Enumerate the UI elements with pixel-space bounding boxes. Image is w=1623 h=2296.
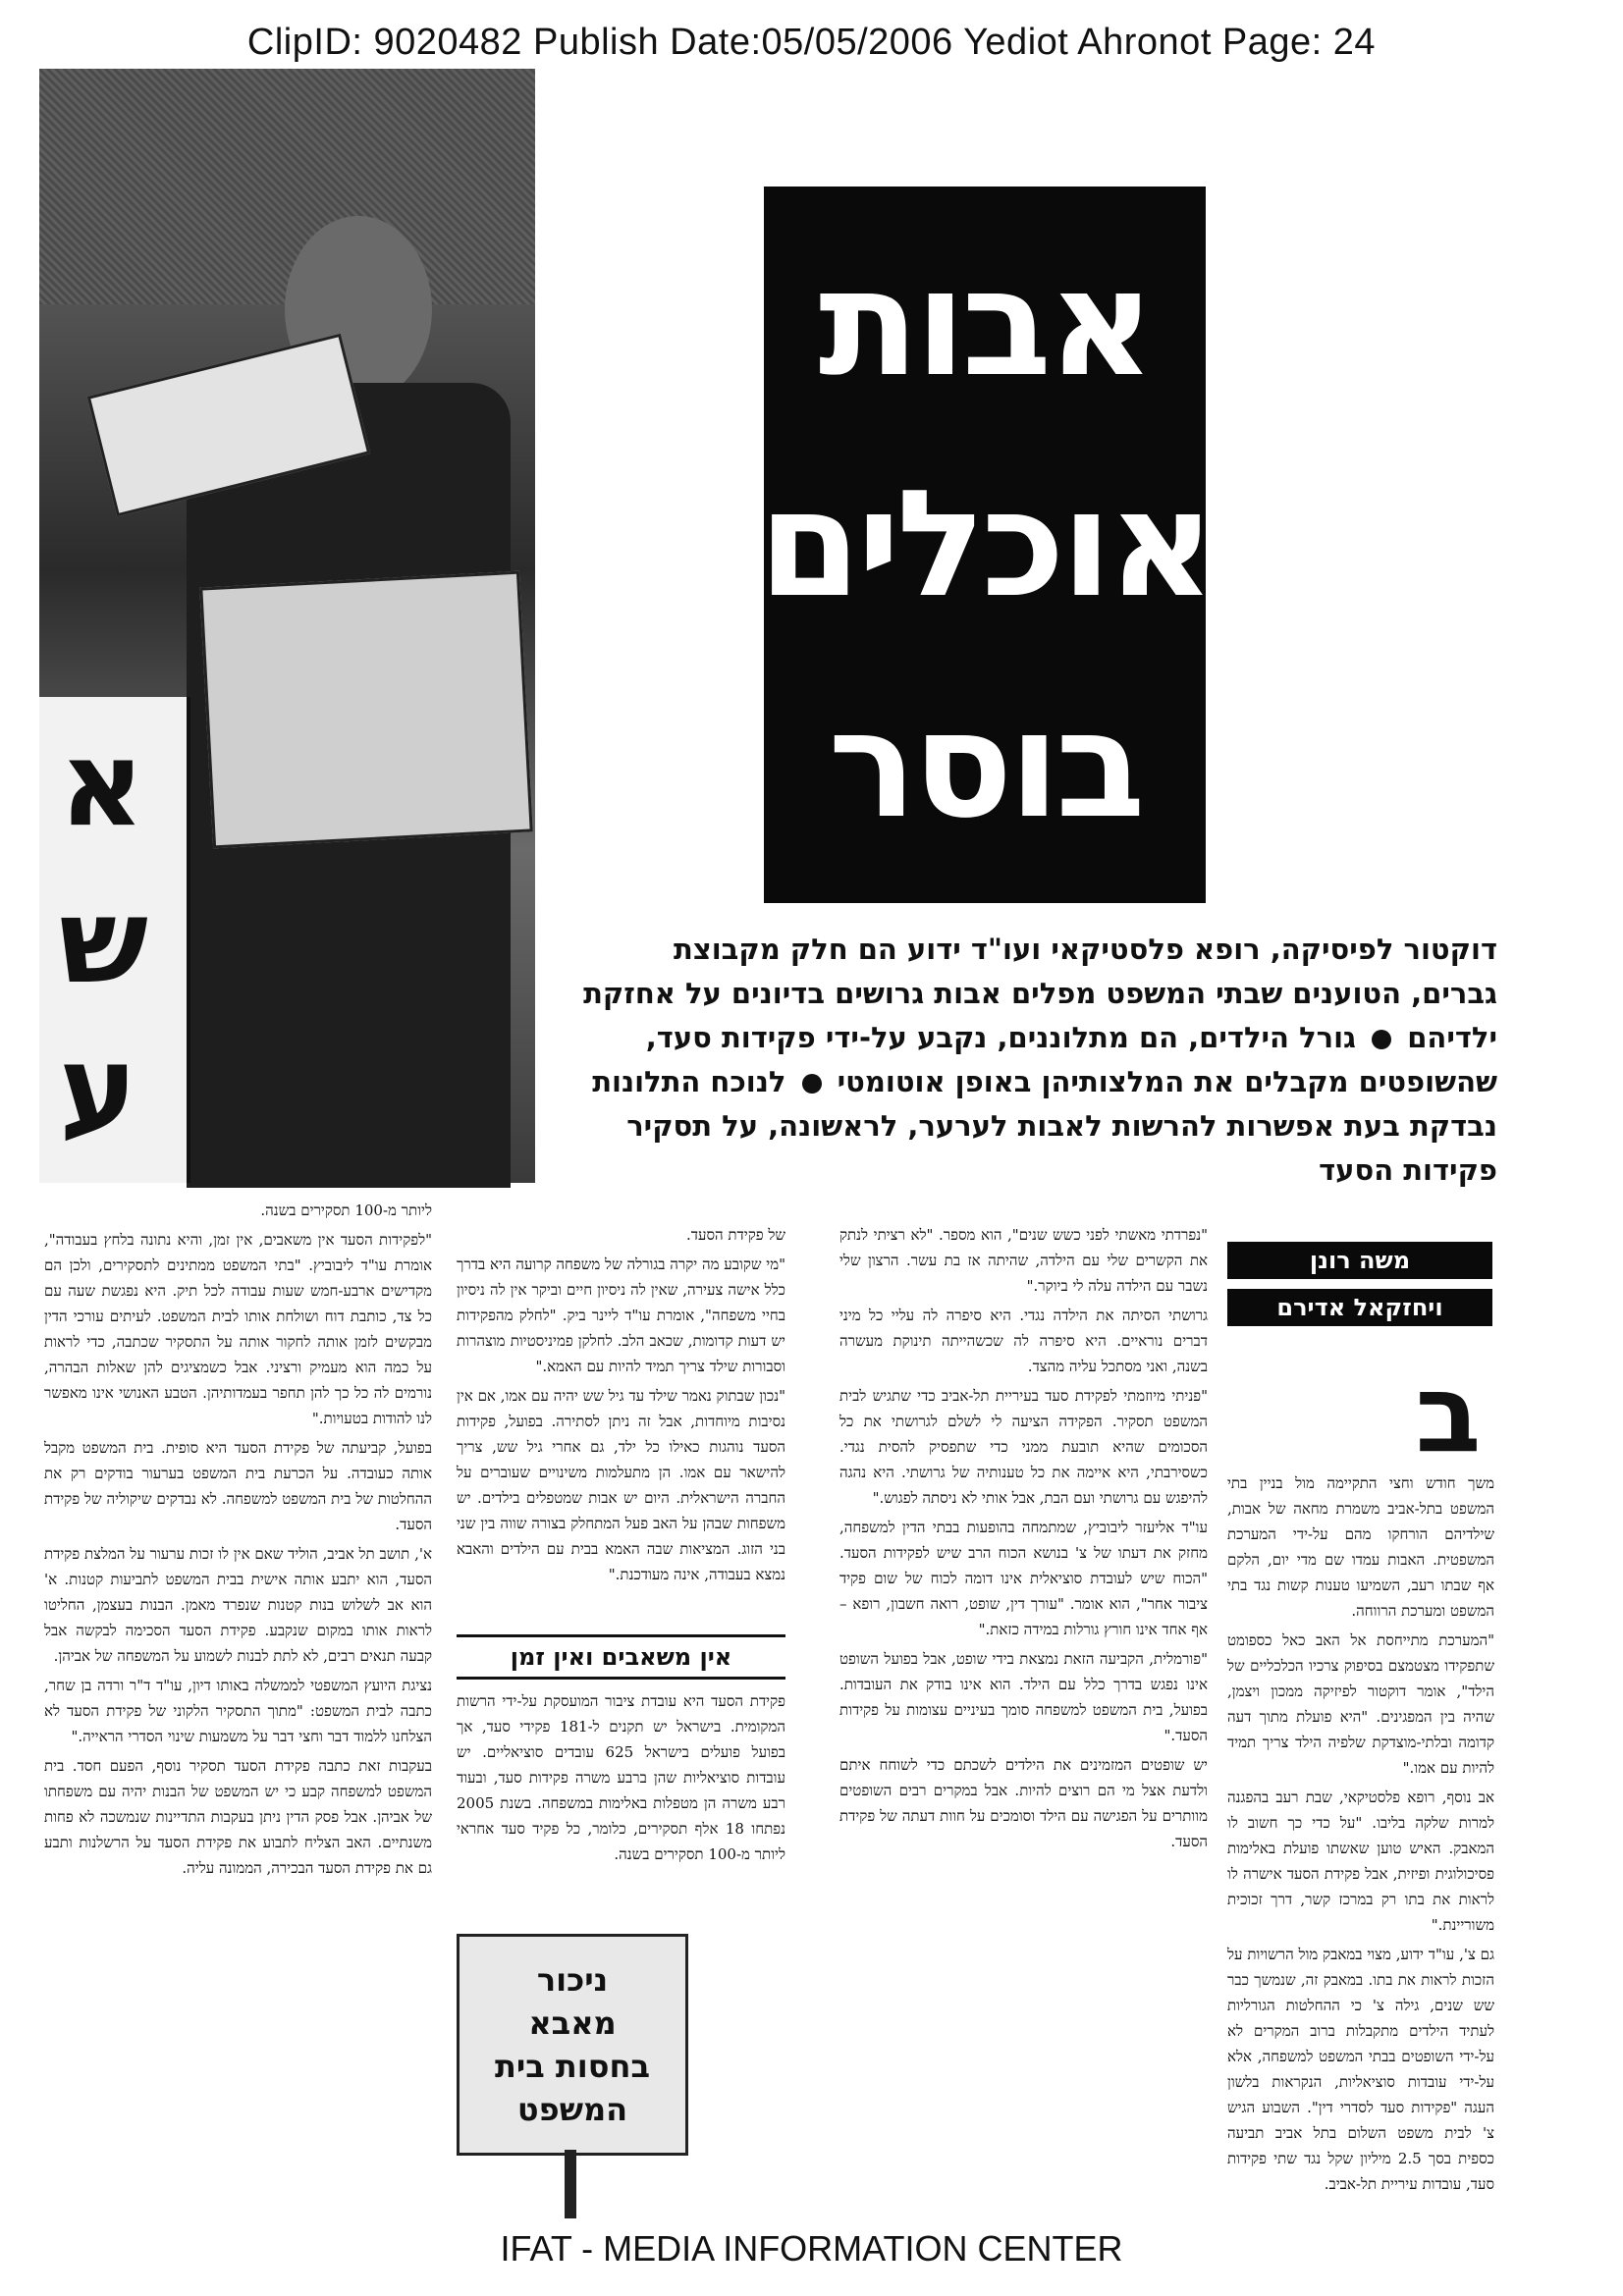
column-2-paragraph: "פניתי מיוזמתי לפקידת סעד בעיריית תל-אביב כדי שתגיש לבית המשפט תסקיר. הפקידה הציעה לי לשלם לגרושתי את כל הסכומים שהיא תובעת ממני כדי שתפסיק להסית נגדי. כשסירבתי, היא איימה את כל טענותיה של גרושתי. היא נהגה להיפגש עם גרושתי ועם הבת, אבל אותי לא ניסתה לפגוש." [839, 1387, 1208, 1507]
byline-author-1: משה רונן [1227, 1242, 1492, 1279]
footer: IFAT - MEDIA INFORMATION CENTER [500, 2228, 1123, 2269]
column-2-paragraph: "פורמלית, הקביעה הזאת נמצאת בידי שופט, אבל בפועל השופט אינו נפגש בדרך כלל עם הילד. הוא אינו בודק את העובדות. בפועל, בית המשפט למשפחה סומך בעיניים עצומות על פקידות הסעד." [839, 1650, 1208, 1744]
column-4-paragraph: ליותר מ-100 תסקירים בשנה. [260, 1201, 432, 1219]
column-1-paragraph: משך חודש וחצי התקיימה מול בניין בתי המשפט בתל-אביב משמרת מחאה של אבות, שילדיהם הורחקו מהם על-ידי המערכת המשפטית. האבות עמדו שם מדי יום, הלקם אף שבתו רעב, השמיעו טענות קשות נגד בתי המשפט ומערכת הרווחה. [1227, 1474, 1494, 1620]
column-3-paragraph: פקידת הסעד היא עובדת ציבור המועסקת על-ידי הרשות המקומית. בישראל יש תקנים ל-181 פקידי סעד, אך בפועל פועלים בישראל 625 עובדים סוציאליים. יש עובדות סוציאליות שהן ברבע משרה פקידות סעד, ובעוד רבע משרה הן מטפלות באלימות במשפחה. בשנת 2005 נפתחו 18 אלף תסקירים, כלומר, כל פקיד סעד אחראי ליותר מ-100 תסקירים בשנה. [457, 1692, 785, 1863]
sign-pole [565, 2150, 576, 2218]
photo-background [39, 69, 535, 304]
photo-side-board [39, 697, 190, 1183]
column-3-paragraph: "נכון שבתוק נאמר שילד עד גיל שש יהיה עם אמו, אם אין נסיבות מיוחדות, אבל זה ניתן לסתירה. בפועל, פקידות הסעד נוהגות כאילו כל ילד, גם אחרי גיל שש, צריך להישאר עם אמו. הן מתעלמות משינויים שעוברים על החברה הישראלית. היום יש אבות שמטפלים בילדים. יש משפחות שבהן על האב פעל המתחלק בצורה שווה בין שני בני הזוג. המציאות שבה האמא בבית עם הילדים והאבא נמצא בעבודה, אינה מעודכנת." [457, 1387, 785, 1583]
article-column-3-top [457, 1222, 785, 1625]
column-4-paragraph: נציגת היועץ המשפטי לממשלה באותו דיון, עו"ד ד"ר ורדה בן שחר, כתבה לבית המשפט: "מתוך התסקיר הלקוני של פקידת הסעד לא הצלחנו ללמוד דבר וחצי דבר על משמעות שינוי הסדרי הראייה." [44, 1677, 432, 1745]
section-subhead: אין משאבים ואין זמן [457, 1634, 785, 1680]
headline-line-3: בוסר [828, 679, 1142, 851]
article-column-3-bottom [457, 1688, 785, 1919]
sign-text-line: בחסות בית [494, 2048, 651, 2085]
column-4-paragraph: בפועל, קביעתה של פקידת הסעד היא סופית. בית המשפט מקבל אותה כעובדה. על הכרעת בית המשפט בערעור בודקים רק את ההחלטות של בית המשפט למשפחה. לא נבדקים שיקוליה של פקידת הסעד. [44, 1439, 432, 1533]
photo-sign-letter: ש [59, 874, 148, 1010]
column-2-paragraph: יש שופטים המזמינים את הילדים לשכתם כדי לשוחח איתם ולדעת אצל מי הם רוצים להיות. אבל במקרים רבים השופטים מוותרים על הפגישה עם הילד וסומכים על חוות דעתה של פקידת הסעד. [839, 1756, 1208, 1850]
drop-cap: ב [1415, 1351, 1482, 1476]
column-1-paragraph: גם צ', עו"ד ידוע, מצוי במאבק מול הרשויות על הזכות לראות את בתו. במאבק זה, שנמשך כבר שש שנים, גילה צ' כי ההחלטות הגורליות לעתיד הילדים מתקבלות ברוב המקרים לא על-ידי השופטים בבתי המשפט למשפחה, אלא על-ידי עובדות סוציאליות, הנקראות בלשון העגה "פקידות סעד לסדרי דין". השבוע הגיש צ' לבית משפט השלום בתל אביב תביעה כספית בסך 2.5 מיליון שקל נגד שתי פקידות סעד, עובדות עיריית תל-אביב. [1227, 1946, 1494, 2193]
protest-photo [39, 69, 535, 1183]
byline-author-2: ויחזקאל אדירם [1227, 1289, 1492, 1326]
article-column-4 [44, 1198, 432, 2145]
protest-sign-photo [457, 1934, 688, 2156]
headline-box [758, 187, 1212, 903]
column-3-paragraph: של פקידת הסעד. [686, 1226, 785, 1244]
headline-line-1: אבות [818, 238, 1152, 409]
column-4-paragraph: בעקבות זאת כתבה פקידת הסעד תסקיר נוסף, הפעם חסד. בית המשפט למשפחה קבע כי יש המשפט של הבנות יהיה עם משפחתו של אביהן. אבל פסק הדין ניתן בעקבות התדיינות שנמשכה לא פחות משנתיים. האב הצליח לתבוע את פקידת הסעד על הרשלנות ותבע גם את פקידת הסעד הבכירה, הממונה עליה. [44, 1757, 432, 1877]
lead-part-3: לנוכח התלונות נבדקת בעת אפשרות להרשות לאבות לערער, לראשונה, על תסקיר פקידות הסעד [592, 1065, 1497, 1187]
photo-sign-large [199, 571, 532, 849]
lead-part-2: גורל הילדים, הם מתלוננים, נקבע על-ידי פקידות סעד, שהשופטים מקבלים את המלצותיהן באופן אוטומטי [645, 1021, 1497, 1098]
lead-paragraph [579, 928, 1497, 1193]
column-4-paragraph: "לפקידות הסעד אין משאבים, אין זמן, והיא נתונה בלחץ בעבודה", אומרת עו"ד ליבוביץ. "בתי המשפט ממתינים לתסקירים, ולכן הם מקדישים ארבע-חמש שעות עבודה לכל תיק. היא נפגשת שעה עם כל צד, כותבת דוח ושולחת אותו לבית המשפט. לעיתים עורכי הדין מבקשים לזמן אותה לחקור אותה על התסקיר שכתבה, כדי לראות על כמה הוא מעמיק ורציני. אבל כשמציגים להן שאלות הבהרה, נורמים לה כל כך להן תחפר בעמדותיהן. הטבע האנושי אינו מאפשר לנו להודות בטעויות." [44, 1231, 432, 1427]
photo-sign-letter: ע [59, 1021, 137, 1157]
article-column-2 [839, 1222, 1208, 2145]
column-1-paragraph: "המערכת מתייחסת אל האב כאל כספומט שתפקידו מצטמצם בסיפוק צרכיו הכלכליים של הילד", אומר דוקטור לפיזיקה ממכון ויצמן, שהיה בין המפגינים. "היא פועלת מתוך דעה קדומה ובלתי-מוצדקת שלפיה הילד צריך תמיד להיות עם אמו." [1227, 1631, 1494, 1777]
sign-text-line: המשפט [516, 2091, 628, 2128]
column-2-paragraph: גרושתי הסיתה את הילדה נגדי. היא סיפרה לה עליי כל מיני דברים נוראיים. היא סיפרה לה שכשהייתה תינוקת מעשרה בשנה, ואני מסתכל עליה מהצד. [839, 1307, 1208, 1375]
bullet-icon [802, 1074, 822, 1094]
column-2-paragraph: עו"ד אליעזר ליבוביץ, שמתמחה בהופעות בבתי הדין למשפחה, מחזק את דעתו של צ' בנושא הכוח הרב שיש לפקידות הסעד. "הכוח שיש לעובדת סוציאלית אינו דומה לכוח של שום פקיד ציבור אחר", הוא אומר. "עורך דין, שופט, רואה חשבון, רופא – אף אחד אינו חורץ גורלות במידה כזאת." [839, 1519, 1208, 1638]
column-2-paragraph: "נפרדתי מאשתי לפני כשש שנים", הוא מספר. "לא רציתי לנתק את הקשרים שלי עם הילדה, שהיתה אז בת עשר. הרצון שלי נשבר עם הילדה עלה לי ביוקר." [839, 1226, 1208, 1295]
sign-text-line: ניכור [536, 1961, 609, 1999]
column-4-paragraph: א', תושב תל אביב, הוליד שאם אין לו זכות ערעור על המלצת פקידת הסעד, הוא יתבע אותה אישית בבית המשפט לתביעות קטנות. א' הוא אב לשלוש בנות קטנות שנפרד מאמן. הבנות בעצמן, החליטו לראות אותו במקום שנקבע. פקידת הסעד הסכימה לבקשה אבל קבעה תנאים רבים, לא לתת לבנות לשמוע על המשפחה של אביהן. [44, 1545, 432, 1665]
bullet-icon [1372, 1030, 1391, 1049]
clip-header: ClipID: 9020482 Publish Date:05/05/2006 Yediot Ahronot Page: 24 [246, 22, 1377, 63]
column-1-paragraph: אב נוסף, רופא פלסטיקאי, שבת רעב בהפגנה למרות שלקה בליבו. "על כדי כך חשוב לו המאבק. האיש טוען שאשתו פועלת באלימות פסיכולוגית ופיזית, אבל פקידת הסעד אישרה לו לראות את בתו רק במרכז קשר, דרך זכוכית משוריינת." [1227, 1789, 1494, 1934]
sign-text-line: מאבא [528, 2004, 617, 2042]
headline-line-2: אוכלים [758, 458, 1212, 630]
bylines [1227, 1242, 1492, 1336]
column-3-paragraph: "מי שקובע מה יקרה בגורלה של משפחה קרועה היא בדרך כלל אישה צעירה, שאין לה ניסיון חיים וביקר אין לה ניסיון בחיי משפחה", אומרת עו"ד ליינר ביק. "לחלק מהפקידות יש דעות קדומות, שכאב הלב. לחלקן פמיניסטיות מוצהרות וסבורות שילד צריך תמיד להיות עם האמא." [457, 1255, 785, 1375]
photo-sign-letter: א [59, 717, 145, 853]
lead-part-1: דוקטור לפיסיקה, רופא פלסטיקאי ועו"ד ידוע הם חלק מקבוצת גברים, הטוענים שבתי המשפט מפלים אבות גרושים בדיונים על אחזקת ילדיהם [583, 933, 1497, 1054]
article-column-1 [1227, 1351, 1494, 2193]
